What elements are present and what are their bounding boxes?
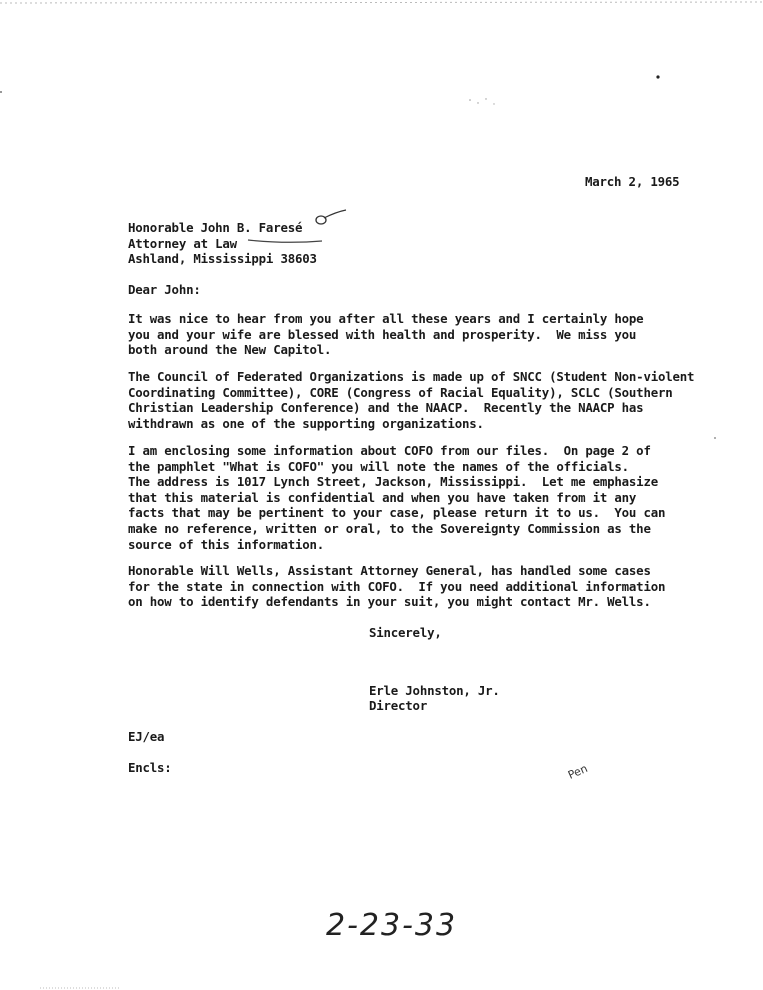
handwritten-note: Pen [566, 761, 590, 782]
paragraph-3 [128, 443, 728, 552]
paragraph-line: withdrawn as one of the supporting organizations. [128, 415, 484, 431]
handwritten-underline-mark [246, 208, 356, 248]
paragraph-line: the pamphlet "What is COFO" you will note the names of the officials. [128, 458, 629, 474]
paragraph-line: facts that may be pertinent to your case, please return it to us. You can [128, 505, 666, 521]
paragraph-line: It was nice to hear from you after all these years and I certainly hope [128, 311, 644, 326]
paragraph-line: make no reference, written or oral, to the Sovereignty Commission as the [128, 520, 651, 536]
signer-title: Director [369, 698, 428, 713]
recipient-address: Ashland, Mississippi 38603 [128, 251, 317, 266]
typist-initials: EJ/ea [128, 729, 165, 744]
paragraph-line: both around the New Capitol. [128, 342, 332, 358]
recipient-title: Attorney at Law [128, 236, 237, 251]
paragraph-line: Coordinating Committee), CORE (Congress of Racial Equality), SCLC (Southern [128, 384, 673, 400]
paragraph-1 [128, 311, 728, 358]
enclosures: Encls: [128, 760, 172, 775]
signer-name: Erle Johnston, Jr. [369, 683, 500, 698]
salutation: Dear John: [128, 282, 201, 297]
paragraph-line: The Council of Federated Organizations is made up of SNCC (Student Non-violent [128, 369, 695, 384]
paragraph-line: The address is 1017 Lynch Street, Jackson, Mississippi. Let me emphasize [128, 474, 658, 490]
paragraph-line: that this material is confidential and when you have taken from it any [128, 489, 637, 505]
paragraph-line: for the state in connection with COFO. If you need additional information [128, 578, 666, 594]
letter-date: March 2, 1965 [585, 174, 680, 189]
paragraph-line: you and your wife are blessed with health and prosperity. We miss you [128, 326, 637, 342]
file-number: 2-23-33 [326, 908, 458, 943]
paragraph-line: source of this information. [128, 536, 325, 552]
paragraph-line: Honorable Will Wells, Assistant Attorney General, has handled some cases [128, 563, 651, 578]
paragraph-line: I am enclosing some information about COFO from our files. On page 2 of [128, 443, 651, 458]
paragraph-line: Christian Leadership Conference) and the NAACP. Recently the NAACP has [128, 400, 644, 416]
paragraph-2 [128, 369, 728, 431]
recipient-name: Honorable John B. Faresé [128, 220, 303, 235]
paragraph-line: on how to identify defendants in your suit, you might contact Mr. Wells. [128, 594, 651, 610]
paragraph-4 [128, 563, 728, 610]
closing: Sincerely, [369, 625, 442, 640]
